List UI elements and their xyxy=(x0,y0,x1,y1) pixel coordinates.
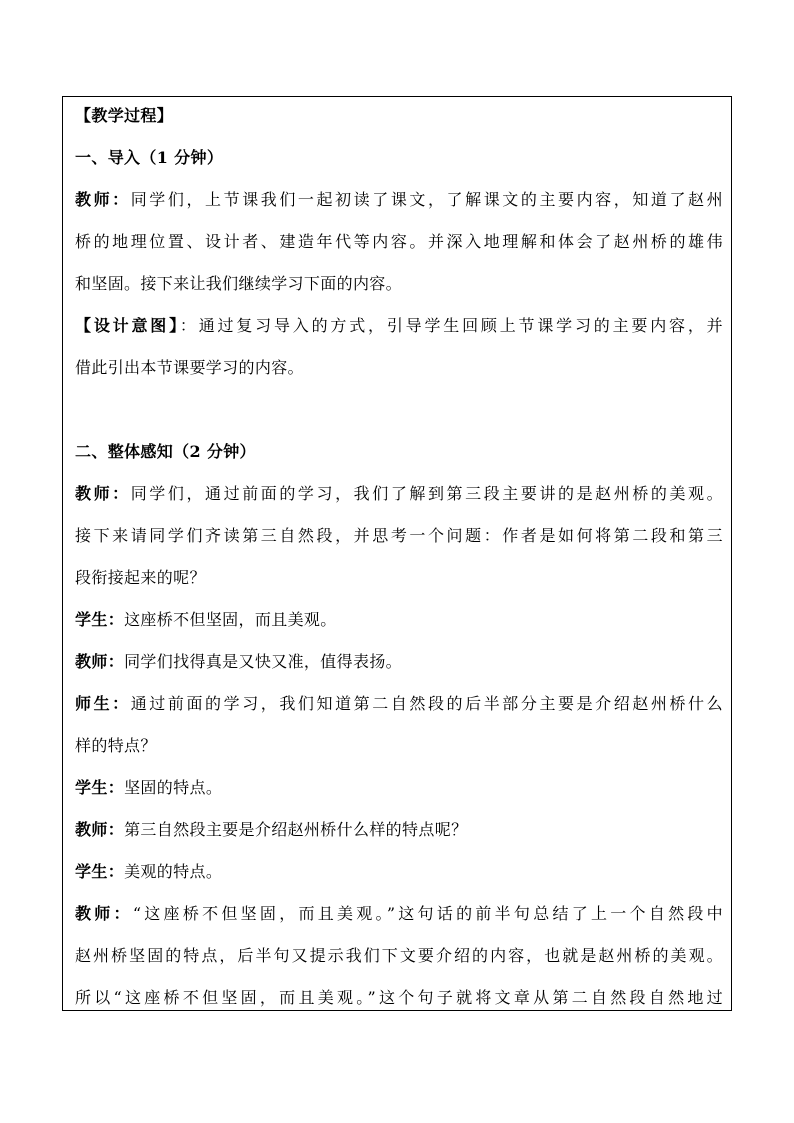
line-text: 和坚固。接下来让我们继续学习下面的内容。 xyxy=(75,274,403,293)
line-text: 赵州桥坚固的特点，后半句又提示我们下文要介绍的内容，也就是赵州桥的美观。 xyxy=(75,946,723,965)
design-intent-label: 【设计意图】 xyxy=(75,316,180,335)
speaker-label: 师生： xyxy=(75,694,131,713)
dialogue-line xyxy=(75,860,723,884)
paragraph-line xyxy=(75,230,723,254)
line-text: 通过前面的学习，我们知道第二自然段的后半部分主要是介绍赵州桥什么 xyxy=(130,694,723,713)
line-text: 段衔接起来的呢？ xyxy=(75,568,206,587)
speaker-label: 学生： xyxy=(75,778,125,797)
dialogue-line xyxy=(75,776,723,800)
line-text: 第三自然段主要是介绍赵州桥什么样的特点呢？ xyxy=(124,820,468,839)
line-text: 所以“这座桥不但坚固，而且美观。”这个句子就将文章从第二自然段自然地过 xyxy=(75,988,723,1007)
line-text: 借此引出本节课要学习的内容。 xyxy=(75,358,304,377)
speaker-label: 教师： xyxy=(75,484,131,503)
line-text: 同学们找得真是又快又准，值得表扬。 xyxy=(124,652,403,671)
line-text: 同学们，上节课我们一起初读了课文，了解课文的主要内容，知道了赵州 xyxy=(130,190,723,209)
paragraph-line xyxy=(75,944,723,968)
section-heading-introduction: 一、导入（1 分钟） xyxy=(75,148,224,167)
paragraph-line xyxy=(75,566,723,590)
dialogue-line xyxy=(75,608,723,632)
section-heading-teaching-process: 【教学过程】 xyxy=(75,106,174,125)
section-heading-overall-perception: 二、整体感知（2 分钟） xyxy=(75,442,256,461)
paragraph-line xyxy=(75,272,723,296)
line-text: 桥的地理位置、设计者、建造年代等内容。并深入地理解和体会了赵州桥的雄伟 xyxy=(75,232,723,251)
speaker-label: 学生： xyxy=(75,862,125,881)
line-text: 美观的特点。 xyxy=(124,862,223,881)
dialogue-line xyxy=(75,818,723,842)
paragraph-line xyxy=(75,524,723,548)
speaker-label: 教师： xyxy=(75,652,125,671)
speaker-label: 教师： xyxy=(75,190,131,209)
line-text: 接下来请同学们齐读第三自然段，并思考一个问题：作者是如何将第二段和第三 xyxy=(75,526,723,545)
dialogue-line xyxy=(75,902,723,926)
design-intent-line xyxy=(75,314,723,338)
dialogue-line xyxy=(75,650,723,674)
line-text: 这座桥不但坚固，而且美观。 xyxy=(124,610,337,629)
line-text: ：通过复习导入的方式，引导学生回顾上节课学习的主要内容，并 xyxy=(179,316,723,335)
line-text: 样的特点？ xyxy=(75,736,157,755)
paragraph-line xyxy=(75,734,723,758)
paragraph-line xyxy=(75,188,723,212)
paragraph-line xyxy=(75,986,723,1010)
dialogue-line xyxy=(75,692,723,716)
speaker-label: 教师： xyxy=(75,820,125,839)
line-text: 坚固的特点。 xyxy=(124,778,223,797)
line-text: 同学们，通过前面的学习，我们了解到第三段主要讲的是赵州桥的美观。 xyxy=(130,484,723,503)
speaker-label: 学生： xyxy=(75,610,125,629)
paragraph-line xyxy=(75,482,723,506)
lesson-table-cell xyxy=(62,96,732,1011)
speaker-label: 教师： xyxy=(75,904,133,923)
paragraph-line xyxy=(75,356,723,380)
line-text: “这座桥不但坚固，而且美观。”这句话的前半句总结了上一个自然段中 xyxy=(132,904,723,923)
